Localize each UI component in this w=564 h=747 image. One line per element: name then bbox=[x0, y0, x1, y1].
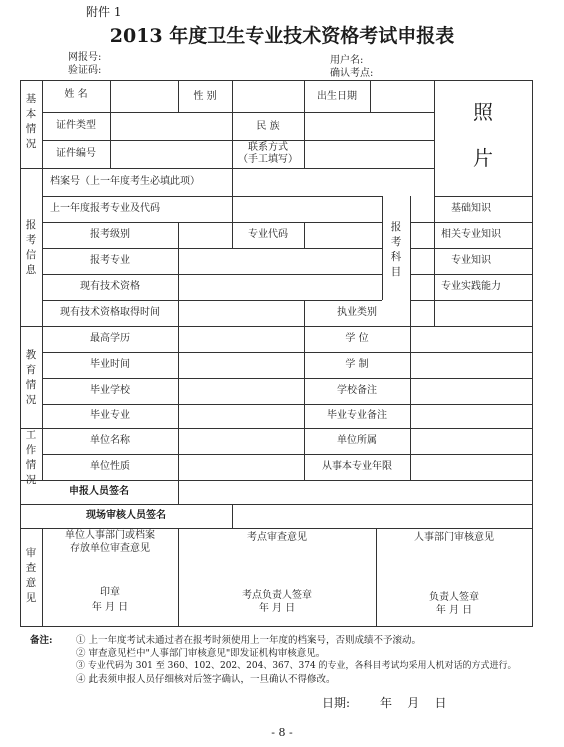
label-unit-nature: 单位性质 bbox=[90, 461, 130, 472]
label-graduation-major: 毕业专业 bbox=[90, 410, 130, 421]
section-work: 工作情况 bbox=[25, 429, 37, 486]
footer-date-label: 日期: bbox=[322, 696, 351, 710]
note-item-4: ④ 此表须申报人员仔细核对后签字确认，一旦确认不得修改。 bbox=[76, 674, 336, 685]
label-major-code: 专业代码 bbox=[248, 229, 288, 240]
confirm-site-label: 确认考点: bbox=[330, 68, 374, 79]
label-graduation-time: 毕业时间 bbox=[90, 359, 130, 370]
note-item-2: ② 审查意见栏中"人事部门审核意见"即发证机构审核意见。 bbox=[76, 648, 326, 659]
review-unit-title-1: 单位人事部门或档案 bbox=[65, 530, 155, 541]
label-practice-type: 执业类别 bbox=[337, 307, 377, 318]
label-current-qualification: 现有技术资格 bbox=[80, 281, 140, 292]
label-contact: 联系方式 bbox=[248, 142, 288, 153]
footer-date-fields: 年 月 日 bbox=[380, 696, 447, 710]
review-unit-date: 年 月 日 bbox=[91, 602, 129, 613]
review-unit-seal: 印章 bbox=[100, 587, 120, 598]
review-site-date: 年 月 日 bbox=[258, 603, 296, 614]
page-number: - 8 - bbox=[271, 726, 293, 739]
label-ethnicity: 民 族 bbox=[256, 121, 280, 132]
label-gender: 性 别 bbox=[193, 91, 217, 102]
label-unit-affiliation: 单位所属 bbox=[337, 435, 377, 446]
section-exam-info: 报考信息 bbox=[25, 219, 37, 276]
notes-label: 备注: bbox=[30, 635, 53, 646]
label-last-year-major: 上一年度报考专业及代码 bbox=[50, 203, 160, 214]
label-school-note: 学校备注 bbox=[337, 385, 377, 396]
label-id-type: 证件类型 bbox=[56, 120, 96, 131]
section-education: 教育情况 bbox=[25, 349, 37, 406]
label-archive-no: 档案号（上一年度考生必填此项） bbox=[50, 176, 200, 187]
label-qualification-time: 现有技术资格取得时间 bbox=[60, 307, 160, 318]
review-hr-date: 年 月 日 bbox=[435, 605, 473, 616]
section-exam-subjects: 报考科目 bbox=[390, 221, 402, 278]
review-hr-signature: 负责人签章 bbox=[429, 592, 479, 603]
subject-practice-ability: 专业实践能力 bbox=[441, 281, 501, 292]
section-basic-info: 基本情况 bbox=[25, 93, 37, 150]
review-site-title: 考点审查意见 bbox=[247, 532, 307, 543]
label-major-note: 毕业专业备注 bbox=[327, 410, 387, 421]
label-applicant-signature: 申报人员签名 bbox=[69, 486, 129, 497]
photo-label-1: 照 bbox=[473, 100, 493, 124]
label-schooling-length: 学 制 bbox=[345, 359, 369, 370]
verify-code-label: 验证码: bbox=[68, 65, 102, 76]
subject-related-knowledge: 相关专业知识 bbox=[441, 229, 501, 240]
label-exam-level: 报考级别 bbox=[90, 229, 130, 240]
label-graduation-school: 毕业学校 bbox=[90, 385, 130, 396]
note-item-1: ① 上一年度考试未通过者在报考时须使用上一年度的档案号，否则成绩不予滚动。 bbox=[76, 635, 422, 646]
label-name: 姓 名 bbox=[64, 89, 88, 100]
subject-professional-knowledge: 专业知识 bbox=[451, 255, 491, 266]
review-unit-title-2: 存放单位审查意见 bbox=[70, 543, 150, 554]
subject-basic-knowledge: 基础知识 bbox=[451, 203, 491, 214]
note-item-3: ③ 专业代码为 301 至 360、102、202、204、367、374 的专业，各科目考试均采用人机对话的方式进行。 bbox=[76, 661, 517, 671]
username-label: 用户名: bbox=[330, 55, 364, 66]
net-no-label: 网报号: bbox=[68, 52, 102, 63]
label-contact-note: （手工填写） bbox=[238, 154, 298, 165]
label-highest-education: 最高学历 bbox=[90, 333, 130, 344]
label-exam-major: 报考专业 bbox=[90, 255, 130, 266]
label-unit-name: 单位名称 bbox=[90, 435, 130, 446]
label-birth-date: 出生日期 bbox=[317, 91, 357, 102]
section-review: 审查意见 bbox=[25, 547, 37, 604]
review-hr-title: 人事部门审核意见 bbox=[414, 532, 494, 543]
review-site-signature: 考点负责人签章 bbox=[242, 590, 312, 601]
label-years-in-field: 从事本专业年限 bbox=[322, 461, 392, 472]
photo-label-2: 片 bbox=[473, 146, 493, 170]
label-onsite-reviewer-signature: 现场审核人员签名 bbox=[86, 510, 166, 521]
label-id-number: 证件编号 bbox=[56, 148, 96, 159]
attachment-label: 附件 1 bbox=[86, 5, 122, 19]
page-title: 2013 年度卫生专业技术资格考试申报表 bbox=[109, 25, 455, 47]
label-degree: 学 位 bbox=[345, 333, 369, 344]
